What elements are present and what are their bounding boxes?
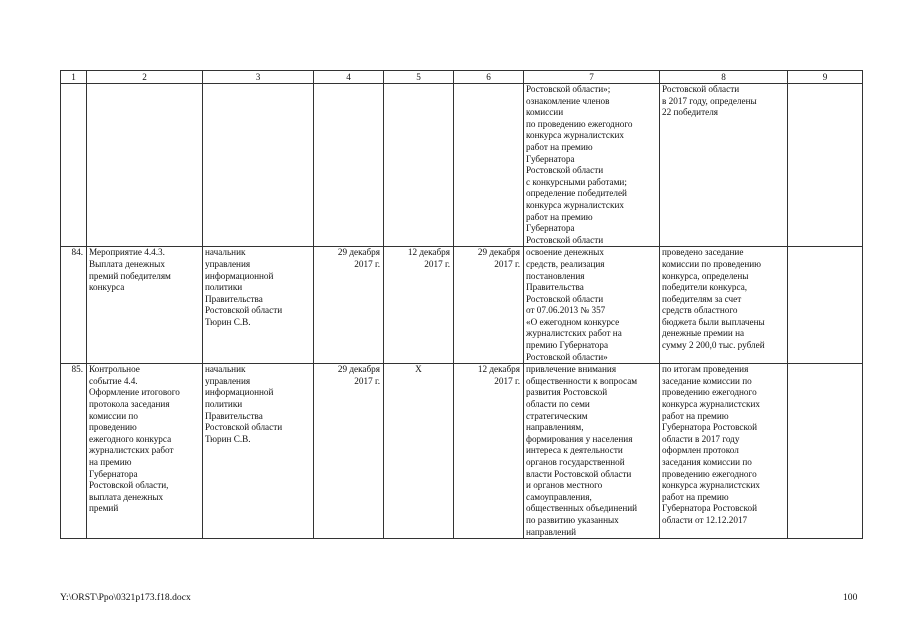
cell-line: журналистских работ на <box>526 328 622 339</box>
cell-line: общественности к вопросам <box>526 375 638 386</box>
cell-line: направлениям, <box>526 422 584 433</box>
cell-line: области по семи <box>526 399 590 410</box>
cell-line: 29 декабря <box>477 247 520 258</box>
actual-result-cell <box>660 247 788 364</box>
cell-line: 2017 г. <box>424 258 450 269</box>
header-cell: 1 <box>61 71 87 84</box>
cell-line: «О ежегодном конкурсе <box>526 316 620 327</box>
cell-line: Губернатора <box>89 468 138 479</box>
table-row-85 <box>61 364 863 539</box>
cell-line: выплата денежных <box>89 491 164 502</box>
plan-table <box>60 70 863 539</box>
cell-line: управления <box>205 258 251 269</box>
cell-line: средств, реализация <box>526 258 605 269</box>
cell-line: 29 декабря <box>337 364 380 375</box>
expected-result-cell <box>524 364 660 539</box>
cell-line: Оформление итогового <box>89 387 180 398</box>
cell-line: на премию <box>89 457 132 467</box>
cell-line: конкурса журналистских <box>662 399 760 410</box>
cell-line: победители конкурса, <box>662 282 748 293</box>
cell-line: привлечение внимания <box>526 364 617 375</box>
notes-cell <box>788 364 863 539</box>
cell-line: работ на премию <box>662 410 729 421</box>
cell-line: органов государственной <box>526 457 625 467</box>
cell-line: направлений <box>526 526 577 537</box>
cell-line: информационной <box>205 387 274 398</box>
cell-line: от 07.06.2013 № 357 <box>526 305 606 316</box>
actual-end-cell <box>454 364 524 539</box>
cell-line: проведению ежегодного <box>662 468 757 479</box>
cell-line: событие 4.4. <box>89 375 138 386</box>
event-name-cell <box>87 364 203 539</box>
header-cell: 8 <box>660 71 788 84</box>
cell-line: средств областного <box>662 305 738 316</box>
cell-line: заседания комиссии по <box>662 457 752 467</box>
cell-line: премию Губернатора <box>526 340 609 351</box>
actual-end-cell <box>454 247 524 364</box>
cell-line: области в 2017 году <box>662 433 740 444</box>
cell-line: сумму 2 200,0 тыс. рублей <box>662 340 765 351</box>
cell-line: премий <box>89 503 119 514</box>
cell-line: 12 декабря <box>477 364 520 375</box>
cell-line: 29 декабря <box>337 247 380 258</box>
cell-line: общественных объединений <box>526 503 638 514</box>
cell-line: ознакомление членов <box>526 95 610 106</box>
cell-line: 2017 г. <box>354 258 380 269</box>
cell-line: Губернатора <box>526 153 575 164</box>
cell-line: Ростовской области» <box>526 351 608 362</box>
responsible-cell <box>203 364 314 539</box>
cell-line: 12 декабря <box>407 247 450 258</box>
cell-line: политики <box>205 282 243 293</box>
cell-line: по итогам проведения <box>662 364 749 375</box>
cell-line: проведено заседание <box>662 247 744 258</box>
continuation-row <box>61 84 863 247</box>
cell-line: самоуправления, <box>526 491 592 502</box>
cell-line: по проведению ежегодного <box>526 118 633 129</box>
cell-line: работ на премию <box>526 211 593 222</box>
cell-line: конкурса журналистских <box>526 199 624 210</box>
cell-line: работ на премию <box>662 491 729 502</box>
actual-result-cell <box>660 364 788 539</box>
header-cell: 6 <box>454 71 524 84</box>
header-row <box>61 71 863 84</box>
header-cell: 2 <box>87 71 203 84</box>
cell-line: с конкурсными работами; <box>526 176 627 187</box>
cell-line: заседание комиссии по <box>662 375 752 386</box>
cell-line: Тюрин С.В. <box>205 316 251 327</box>
cell-line: информационной <box>205 270 274 281</box>
cell-line: Ростовской области, <box>89 480 169 491</box>
cell-line: по развитию указанных <box>526 514 619 525</box>
cell-line: развития Ростовской <box>526 387 608 398</box>
cell-line: Ростовской области <box>526 293 604 304</box>
table-row-84 <box>61 247 863 364</box>
notes-cell <box>788 247 863 364</box>
cell-line: работ на премию <box>526 141 593 152</box>
continuation-outcome-cell <box>660 84 788 247</box>
cell-line: и органов местного <box>526 480 603 491</box>
planned-date-cell <box>314 247 384 364</box>
cell-line: комиссии <box>526 107 564 118</box>
cell-line: бюджета были выплачены <box>662 316 765 327</box>
cell-line: освоение денежных <box>526 247 604 258</box>
cell-line: премий победителям <box>89 270 171 281</box>
cell-line: Ростовской области <box>526 165 604 176</box>
cell-line: оформлен протокол <box>662 445 739 456</box>
event-name-cell <box>87 247 203 364</box>
cell-line: начальник <box>205 247 246 258</box>
cell-line: управления <box>205 375 251 386</box>
cell-line: политики <box>205 399 243 410</box>
header-cell: 3 <box>203 71 314 84</box>
expected-result-cell <box>524 247 660 364</box>
cell-line: Ростовской области»; <box>526 84 611 94</box>
actual-start-cell <box>384 364 454 539</box>
cell-line: власти Ростовской области <box>526 468 632 479</box>
cell-line: конкурса <box>89 282 125 293</box>
cell-line: Правительства <box>205 293 263 304</box>
cell-line: журналистских работ <box>89 445 174 456</box>
cell-line: Правительства <box>526 282 584 293</box>
actual-start-cell <box>384 247 454 364</box>
cell-line: Мероприятие 4.4.3. <box>89 247 165 258</box>
cell-line: денежные премии на <box>662 328 745 339</box>
cell-line: 2017 г. <box>494 258 520 269</box>
cell-line: Ростовской области <box>526 234 604 245</box>
cell-line: 22 победителя <box>662 107 718 118</box>
continuation-result-cell <box>524 84 660 247</box>
cell-line: X <box>415 364 422 375</box>
cell-line: ежегодного конкурса <box>89 433 172 444</box>
header-cell: 7 <box>524 71 660 84</box>
cell-line: 2017 г. <box>494 375 520 386</box>
cell-line: Ростовской области <box>205 305 283 316</box>
cell-line: конкурса журналистских <box>526 130 624 141</box>
footer-file-path: Y:\ORST\Ppo\0321p173.f18.docx <box>60 592 191 603</box>
header-cell: 9 <box>788 71 863 84</box>
row-number: 85. <box>61 364 87 539</box>
cell-line: области от 12.12.2017 <box>662 514 748 525</box>
cell-line: в 2017 году, определены <box>662 95 757 106</box>
cell-line: Тюрин С.В. <box>205 433 251 444</box>
cell-line: конкурса, определены <box>662 270 749 281</box>
cell-line: начальник <box>205 364 246 375</box>
cell-line: Правительства <box>205 410 263 421</box>
cell-line: протокола заседания <box>89 399 170 410</box>
cell-line: формирования у населения <box>526 433 633 444</box>
cell-line: Выплата денежных <box>89 258 165 269</box>
cell-line: стратегическим <box>526 410 588 421</box>
cell-line: интереса к деятельности <box>526 445 623 456</box>
page-number: 100 <box>843 592 858 603</box>
header-cell: 4 <box>314 71 384 84</box>
header-cell: 5 <box>384 71 454 84</box>
cell-line: Губернатора <box>526 223 575 234</box>
cell-line: Губернатора Ростовской <box>662 503 758 514</box>
cell-line: победителям за счет <box>662 293 742 304</box>
cell-line: Ростовской области <box>662 84 740 94</box>
cell-line: постановления <box>526 270 585 281</box>
cell-line: определение победителей <box>526 188 627 199</box>
cell-line: проведению <box>89 422 137 433</box>
cell-line: комиссии по <box>89 410 138 421</box>
cell-line: проведению ежегодного <box>662 387 757 398</box>
cell-line: комиссии по проведению <box>662 258 762 269</box>
cell-line: Контрольное <box>89 364 140 375</box>
cell-line: конкурса журналистских <box>662 480 760 491</box>
cell-line: Губернатора Ростовской <box>662 422 758 433</box>
row-number: 84. <box>61 247 87 364</box>
cell-line: Ростовской области <box>205 422 283 433</box>
cell-line: 2017 г. <box>354 375 380 386</box>
planned-date-cell <box>314 364 384 539</box>
responsible-cell <box>203 247 314 364</box>
